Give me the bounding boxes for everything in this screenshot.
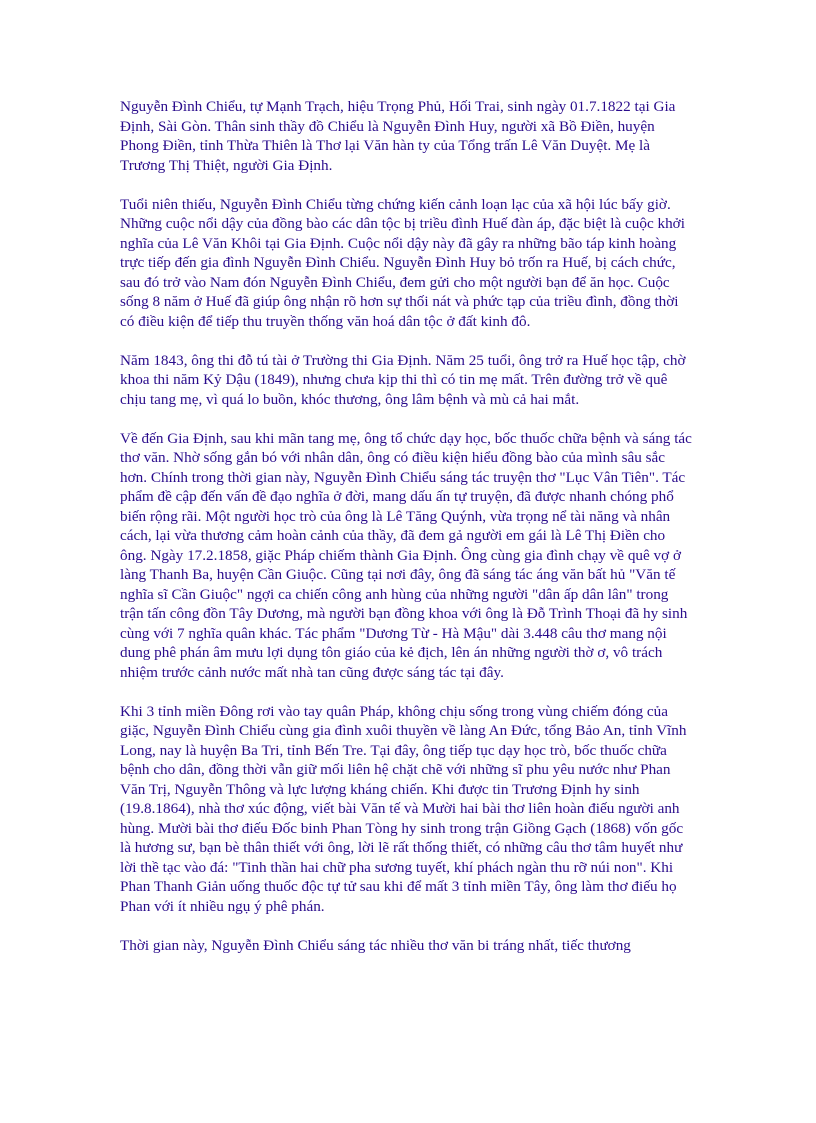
paragraph-birth: Nguyễn Đình Chiểu, tự Mạnh Trạch, hiệu Trọng Phủ, Hối Trai, sinh ngày 01.7.1822 tại Gia Định, Sài Gòn. Thân sinh thầy đồ Chiểu là Nguyễn Đình Huy, người xã Bồ Điền, huyện Phong Điền, tỉnh Thừa Thiên là Thơ lại Văn hàn ty của Tổng trấn Lê Văn Duyệt. Mẹ là Trương Thị Thiệt, người Gia Định. xyxy=(120,98,676,174)
paragraph-exam: Năm 1843, ông thi đỗ tú tài ở Trường thi Gia Định. Năm 25 tuổi, ông trở ra Huế học tập, chờ khoa thi năm Kỷ Dậu (1849), nhưng chưa kịp thi thì có tin mẹ mất. Trên đường trở về quê chịu tang mẹ, vì quá lo buồn, khóc thương, ông lâm bệnh và mù cả hai mắt. xyxy=(120,351,686,408)
paragraph-return-gia-dinh: Về đến Gia Định, sau khi mãn tang mẹ, ông tổ chức dạy học, bốc thuốc chữa bệnh và sáng tác thơ văn. Nhờ sống gắn bó với nhân dân, ông có điều kiện hiểu đồng bào của mình sâu sắc hơn. Chính trong thời gian này, Nguyễn Đình Chiểu sáng tác truyện thơ "Lục Vân Tiên". Tác phẩm đề cập đến vấn đề đạo nghĩa ở đời, mang dấu ấn tự truyện, đã được nhanh chóng phổ biến rộng rãi. Một người học trò của ông là Lê Tăng Quýnh, vừa trọng nể tài năng và nhân cách, lại vừa thương cảm hoàn cảnh của thầy, đã đem gả người em gái là Lê Thị Điền cho ông. Ngày 17.2.1858, giặc Pháp chiếm thành Gia Định. Ông cùng gia đình chạy về quê vợ ở làng Thanh Ba, huyện Cần Giuộc. Cũng tại nơi đây, ông đã sáng tác áng văn bất hủ "Văn tế nghĩa sĩ Cần Giuộc" ngợi ca chiến công anh hùng của những người "dân ấp dân lân" trong trận tấn công đồn Tây Dương, mà người bạn đồng khoa với ông là Đỗ Trình Thoại đã hy sinh cùng với 7 nghĩa quân khác. Tác phẩm "Dương Từ - Hà Mậu" dài 3.448 câu thơ mang nội dung phê phán âm mưu lợi dụng tôn giáo của kẻ địch, lên án những người thờ ơ, vô trách nhiệm trước cảnh nước mất nhà tan cũng được sáng tác tại đây. xyxy=(120,429,692,681)
paragraph-youth: Tuổi niên thiếu, Nguyễn Đình Chiểu từng chứng kiến cảnh loạn lạc của xã hội lúc bấy giờ. Những cuộc nổi dậy của đồng bào các dân tộc bị triều đình Huế đàn áp, đặc biệt là cuộc khởi nghĩa của Lê Văn Khôi tại Gia Định. Cuộc nổi dậy này đã gây ra những bão táp kinh hoàng trực tiếp đến gia đình Nguyễn Đình Chiểu. Nguyễn Đình Huy bỏ trốn ra Huế, bị cách chức, sau đó trở vào Nam đón Nguyễn Đình Chiểu, đem gửi cho một người bạn để ăn học. Cuộc sống 8 năm ở Huế đã giúp ông nhận rõ hơn sự thối nát và phức tạp của triều đình, đồng thời có điều kiện để tiếp thu truyền thống văn hoá dân tộc ở đất kinh đô. xyxy=(120,195,685,330)
paragraph-ba-tri: Khi 3 tỉnh miền Đông rơi vào tay quân Pháp, không chịu sống trong vùng chiếm đóng của giặc, Nguyễn Đình Chiểu cùng gia đình xuôi thuyền về làng An Đức, tổng Bảo An, tỉnh Vĩnh Long, nay là huyện Ba Tri, tỉnh Bến Tre. Tại đây, ông tiếp tục dạy học trò, bốc thuốc chữa bệnh cho dân, đồng thời vẫn giữ mối liên hệ chặt chẽ với những sĩ phu yêu nước như Phan Văn Trị, Nguyễn Thông và lực lượng kháng chiến. Khi được tin Trương Định hy sinh (19.8.1864), nhà thơ xúc động, viết bài Văn tế và Mười hai bài thơ liên hoàn điếu người anh hùng. Mười bài thơ điếu Đốc binh Phan Tòng hy sinh trong trận Giồng Gạch (1868) vốn gốc là hương sư, bạn bè thân thiết với ông, lời lẽ rất thống thiết, có những câu thơ tâm huyết như lời thề tạc vào đá: "Tinh thần hai chữ pha sương tuyết, khí phách ngàn thu rỡ núi non". Khi Phan Thanh Giản uống thuốc độc tự tử sau khi để mất 3 tỉnh miền Tây, ông làm thơ điếu họ Phan với ít nhiều ngụ ý phê phán. xyxy=(120,702,687,915)
document-body xyxy=(120,97,695,955)
paragraph-later-works: Thời gian này, Nguyễn Đình Chiểu sáng tác nhiều thơ văn bi tráng nhất, tiếc thương xyxy=(120,936,631,954)
